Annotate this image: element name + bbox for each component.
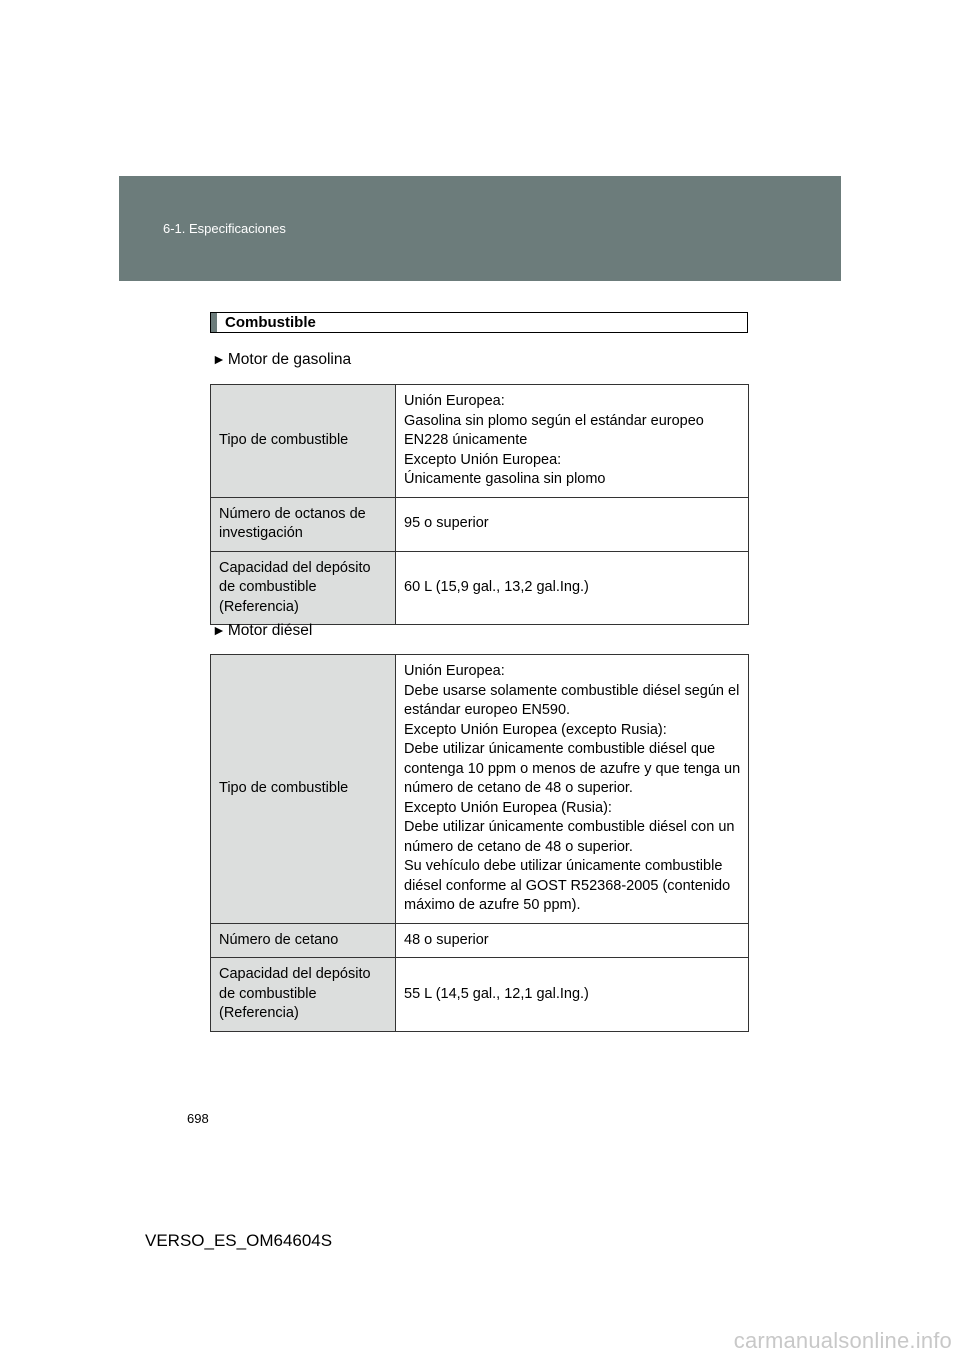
gasoline-spec-table bbox=[210, 384, 749, 625]
section-breadcrumb: 6-1. Especificaciones bbox=[163, 221, 286, 236]
row-label: Capacidad del depósito de combustible (Referencia) bbox=[211, 958, 396, 1032]
triangle-bullet-icon: ► bbox=[212, 622, 226, 638]
section-title-box bbox=[210, 312, 748, 333]
row-value bbox=[396, 923, 749, 958]
row-label: Capacidad del depósito de combustible (Referencia) bbox=[211, 551, 396, 625]
value-line: Debe usarse solamente combustible diésel según el estándar europeo EN590. bbox=[404, 682, 740, 718]
table-row bbox=[211, 923, 749, 958]
value-line: Su vehículo debe utilizar únicamente combustible diésel conforme al GOST R52368-2005 (contenido máximo de azufre 50 ppm). bbox=[404, 858, 731, 913]
row-value bbox=[396, 655, 749, 924]
value-line: Excepto Unión Europea: bbox=[404, 451, 562, 468]
value-line: 95 o superior bbox=[404, 515, 489, 532]
row-value bbox=[396, 497, 749, 551]
table-row bbox=[211, 551, 749, 625]
value-line: Unión Europea: bbox=[404, 393, 505, 409]
value-line: Debe utilizar únicamente combustible diésel con un número de cetano de 48 o superior. bbox=[404, 819, 735, 855]
document-code: VERSO_ES_OM64604S bbox=[145, 1231, 333, 1250]
section-title: Combustible bbox=[225, 314, 316, 331]
value-line: Gasolina sin plomo según el estándar europeo EN228 únicamente bbox=[404, 412, 704, 448]
value-line: 55 L (14,5 gal., 12,1 gal.Ing.) bbox=[404, 985, 589, 1002]
diesel-heading-text: Motor diésel bbox=[227, 622, 313, 639]
value-line: Excepto Unión Europea (excepto Rusia): bbox=[404, 721, 667, 738]
value-line: Únicamente gasolina sin plomo bbox=[404, 471, 606, 487]
row-label: Tipo de combustible bbox=[211, 385, 396, 498]
triangle-bullet-icon: ► bbox=[212, 351, 226, 367]
diesel-heading bbox=[212, 622, 312, 640]
section-title-accent-bar bbox=[211, 313, 217, 332]
row-label: Número de octanos de investigación bbox=[211, 497, 396, 551]
value-line: Excepto Unión Europea (Rusia): bbox=[404, 799, 612, 816]
table-row bbox=[211, 385, 749, 498]
header-band bbox=[119, 176, 841, 281]
table-row bbox=[211, 958, 749, 1032]
row-value bbox=[396, 551, 749, 625]
row-value bbox=[396, 385, 749, 498]
value-line: 60 L (15,9 gal., 13,2 gal.Ing.) bbox=[404, 579, 589, 595]
watermark: carmanualsonline.info bbox=[733, 1328, 952, 1353]
page-number: 698 bbox=[187, 1111, 209, 1126]
value-line: Debe utilizar únicamente combustible diésel que contenga 10 ppm o menos de azufre y que tenga un número de cetano de 48 o superior. bbox=[404, 741, 741, 796]
gasoline-heading-text: Motor de gasolina bbox=[227, 351, 352, 368]
gasoline-heading bbox=[212, 351, 351, 369]
diesel-spec-table bbox=[210, 654, 749, 1032]
row-label: Número de cetano bbox=[211, 923, 396, 958]
row-label: Tipo de combustible bbox=[211, 655, 396, 924]
value-line: Unión Europea: bbox=[404, 663, 505, 679]
row-value bbox=[396, 958, 749, 1032]
table-row bbox=[211, 655, 749, 924]
table-row bbox=[211, 497, 749, 551]
value-line: 48 o superior bbox=[404, 931, 489, 948]
